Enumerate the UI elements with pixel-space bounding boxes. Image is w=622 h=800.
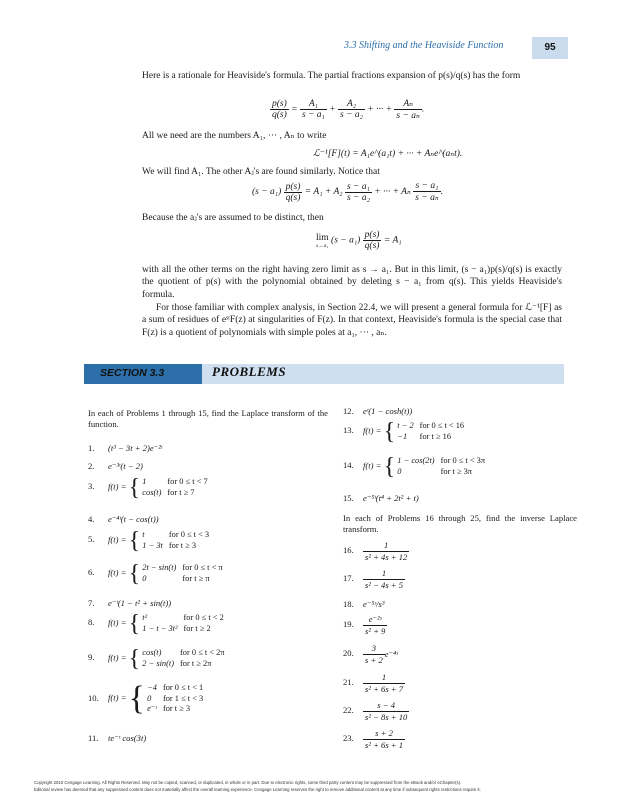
brace-icon: {	[128, 679, 145, 717]
eq1-lhs: $\frac{p(s)}{q(s)}$	[272, 99, 287, 120]
piecewise-cases: cos(t) for 0 ≤ t < 2π 2 − sin(t) for t ≥ 2π	[142, 648, 225, 668]
brace-icon: {	[128, 610, 141, 637]
eq3-frac-n: $\frac{\text{s − a₁}}{\text{s − aₙ}}$	[415, 181, 439, 203]
problem-7: 7. e⁻ᵗ(1 − t² + sin(t))	[88, 598, 172, 608]
limit-operator: lim s→a₁	[316, 232, 329, 249]
intro-paragraph-2: All we need are the numbers A₁, ··· , Aₙ to write	[142, 131, 327, 141]
intro-paragraph-1: Here is a rationale for Heaviside's formula. The partial fractions expansion of p(s)/q(s) has the form	[142, 71, 521, 81]
problem-3: 3. f(t) = { 1 for 0 ≤ t < 7 cos(t) for t ≥ 7	[88, 477, 214, 498]
section-label: SECTION 3.3	[100, 367, 165, 379]
brace-icon: {	[128, 645, 141, 672]
problem-12: 12. eᵗ(1 − cosh(t))	[343, 406, 413, 416]
eq1-term-2: $\frac{\text{A₂}}{\text{s − a₂}}$	[340, 99, 363, 120]
piecewise-cases: t for 0 ≤ t < 3 1 − 3t for t ≥ 3	[142, 530, 210, 550]
problems-intro-left: In each of Problems 1 through 15, find the Laplace transform of the function.	[88, 408, 328, 429]
brace-icon: {	[383, 418, 396, 445]
piecewise-cases: t − 2 for 0 ≤ t < 16 −1 for t ≥ 16	[397, 421, 465, 441]
problem-4: 4. e⁻⁴ᵗ(t − cos(t))	[88, 514, 159, 524]
piecewise-cases: 1 − cos(2t) for 0 ≤ t < 3π 0 for t ≥ 3π	[397, 456, 486, 476]
problem-1: 1. (t³ − 3t + 2)e⁻²ᵗ	[88, 443, 163, 453]
problem-14: 14. f(t) = { 1 − cos(2t) for 0 ≤ t < 3π 0 for t ≥ 3π	[343, 456, 491, 477]
eq1-term-1: $\frac{\text{A₁}}{\text{s − a₁}}$	[301, 99, 325, 120]
running-header	[0, 37, 622, 59]
equation-limit: lim s→a₁ (s − a₁) $\frac{p(s)}{q(s)}$ = A₁	[316, 230, 402, 251]
problem-5: 5. f(t) = { t for 0 ≤ t < 3 1 − 3t for t ≥ 3	[88, 530, 215, 551]
problem-19: 19. $\frac{\text{e⁻²ˢ}}{\text{s² + 9}}$	[343, 614, 386, 636]
eq3-frac-2: $\frac{\text{s − a₁}}{\text{s − a₂}}$	[346, 181, 370, 203]
problem-17: 17. $\frac{1}{\text{s² − 4s + 5}}$	[343, 568, 404, 590]
intro-paragraph-5: with all the other terms on the right having zero limit as s → a₁. But in this limit, (s − a₁)p(s)/q(s) is exactly the quotient of p(s) with the polynomial obtained by deleting s − a₁ from q(s). This yields Heaviside's formula.	[142, 265, 562, 300]
page-number: 95	[532, 37, 568, 59]
problems-intro-right: In each of Problems 16 through 25, find the inverse Laplace transform.	[343, 513, 577, 534]
eq1-term-n: $\frac{\text{Aₙ}}{\text{s − aₙ}}$	[396, 99, 420, 121]
problem-11: 11. te⁻ᵗ cos(3t)	[88, 733, 147, 743]
copyright-line-2: Editorial review has deemed that any suppressed content does not materially affect the overall learning experience. Cengage Learning reserves the right to remove additional content at any time if subsequent rights restrictions require it.	[34, 787, 481, 792]
problem-8: 8. f(t) = { t² for 0 ≤ t < 2 1 − t − 3t² for t ≥ 2	[88, 613, 230, 634]
brace-icon: {	[128, 560, 141, 587]
problem-13: 13. f(t) = { t − 2 for 0 ≤ t < 16 −1 for t ≥ 16	[343, 421, 470, 442]
brace-icon: {	[128, 527, 141, 554]
equation-multiplied: (s − a₁) $\frac{p(s)}{q(s)}$ = A₁ + A₂ $\frac{\text{s − a₁}}{\text{s − a₂}}$ + ··· + Aₙ $\frac{\text{s − a₁}}{\text{s − aₙ}}$ .	[252, 181, 444, 203]
section-title: PROBLEMS	[212, 364, 287, 379]
problem-22: 22. $\frac{s - 4}{\text{s² − 8s + 10}}$	[343, 700, 408, 722]
problem-16: 16. $\frac{1}{\text{s² + 4s + 12}}$	[343, 540, 408, 562]
piecewise-cases: 1 for 0 ≤ t < 7 cos(t) for t ≥ 7	[142, 477, 208, 497]
problem-15: 15. e⁻⁵ᵗ(t⁴ + 2t² + t)	[343, 493, 419, 503]
problem-20: 20. $\frac{3}{s + 2}$ e⁻⁴ˢ	[343, 643, 398, 665]
problem-18: 18. e⁻⁵ˢ/s³	[343, 599, 385, 609]
problem-2: 2. e⁻³ᵗ(t − 2)	[88, 461, 143, 471]
piecewise-cases: t² for 0 ≤ t < 2 1 − t − 3t² for t ≥ 2	[142, 613, 224, 633]
intro-paragraph-3: We will find A₁. The other Aⱼ's are found similarly. Notice that	[142, 167, 380, 177]
piecewise-cases: 2t − sin(t) for 0 ≤ t < π 0 for t ≥ π	[142, 563, 223, 583]
intro-paragraph-6: For those familiar with complex analysis, in Section 22.4, we will present a general formula for ℒ⁻¹[F] as a sum of residues of eˢᵗF(z) at singularities of F(z). In that context, Heaviside's formula is the special case that F(z) is a quotient of polynomials with simple poles at a₁, ··· , aₙ.	[142, 303, 562, 338]
eq3-pq: $\frac{p(s)}{q(s)}$	[285, 181, 301, 203]
intro-paragraph-4: Because the aⱼ's are assumed to be distinct, then	[142, 213, 324, 223]
eq4-pq: $\frac{p(s)}{q(s)}$	[364, 230, 380, 251]
problem-23: 23. $\frac{s + 2}{\text{s² + 6s + 1}}$	[343, 728, 404, 750]
copyright-line-1: Copyright 2010 Cengage Learning. All Rights Reserved. May not be copied, scanned, or duplicated, in whole or in part. Due to electronic rights, some third party content may be suppressed from the eBook and/or eChapter(s).	[34, 780, 462, 785]
eq1-dots: + ··· +	[367, 104, 393, 115]
running-title: 3.3 Shifting and the Heaviside Function	[344, 40, 504, 51]
problem-21: 21. $\frac{1}{\text{s² + 6s + 7}}$	[343, 672, 404, 694]
piecewise-cases: −4 for 0 ≤ t < 1 0 for 1 ≤ t < 3 e⁻ᵗ for t ≥ 3	[147, 683, 204, 713]
equation-partial-fractions: $\frac{p(s)}{q(s)}$ = $\frac{\text{A₁}}{\text{s − a₁}}$ + $\frac{\text{A₂}}{\text{s − a₂}}$ + ··· + $\frac{\text{Aₙ}}{\text{s − aₙ}}$ .	[272, 99, 425, 121]
problem-10: 10. f(t) = { −4 for 0 ≤ t < 1 0 for 1 ≤ t < 3 e⁻ᵗ for t ≥ 3	[88, 683, 209, 715]
problem-9: 9. f(t) = { cos(t) for 0 ≤ t < 2π 2 − sin(t) for t ≥ 2π	[88, 648, 231, 669]
equation-inverse-transform: ℒ⁻¹[F](t) = A₁e^(a₁t) + ··· + Aₙe^(aₙt).	[313, 149, 463, 159]
problem-6: 6. f(t) = { 2t − sin(t) for 0 ≤ t < π 0 for t ≥ π	[88, 563, 229, 584]
brace-icon: {	[128, 474, 141, 501]
brace-icon: {	[383, 453, 396, 480]
